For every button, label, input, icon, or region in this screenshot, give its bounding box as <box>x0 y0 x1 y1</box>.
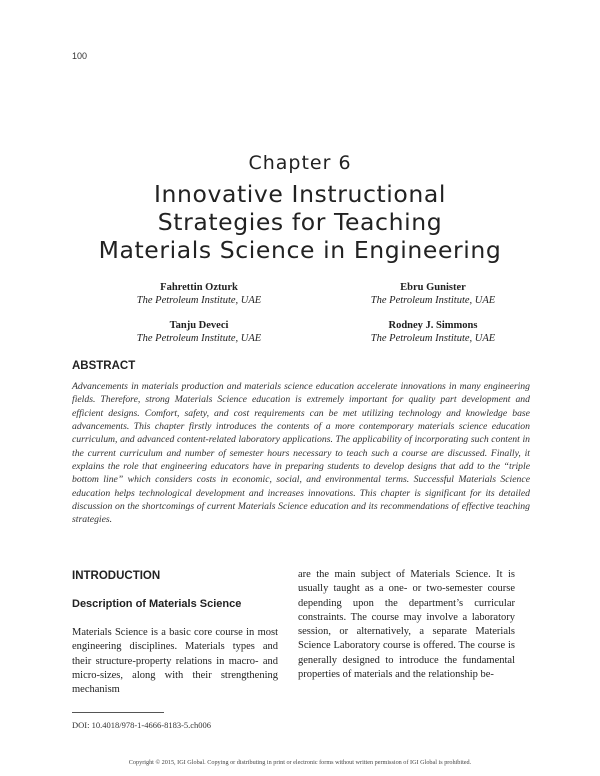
introduction-heading: INTRODUCTION <box>72 570 161 582</box>
footnote-divider <box>72 712 164 713</box>
author-affiliation: The Petroleum Institute, UAE <box>136 295 262 306</box>
chapter-title-line: Innovative Instructional <box>153 180 447 208</box>
page-number: 100 <box>72 51 88 61</box>
chapter-title-line: Materials Science in Engineering <box>98 236 502 264</box>
section-subheading: Description of Materials Science <box>72 598 242 610</box>
author-affiliation: The Petroleum Institute, UAE <box>136 333 262 344</box>
author-name: Fahrettin Ozturk <box>160 282 238 293</box>
copyright-notice: Copyright © 2015, IGI Global. Copying or distributing in print or electronic forms without written permission of IGI Global is prohibited. <box>128 759 472 766</box>
chapter-title-line: Strategies for Teaching <box>157 208 443 236</box>
abstract-heading: ABSTRACT <box>72 360 136 372</box>
author-block <box>323 319 543 345</box>
author-block <box>323 281 543 307</box>
chapter-title <box>40 180 560 264</box>
doi: DOI: 10.4018/978-1-4666-8183-5.ch006 <box>72 720 212 730</box>
author-name: Ebru Gunister <box>400 282 466 293</box>
chapter-label: Chapter 6 <box>248 152 352 174</box>
body-column-left: Materials Science is a basic core course in most engineering disciplines. Materials types and their structure-property relations in macro- and micro-sizes, along with their strengthening mechanism <box>72 627 278 696</box>
author-name: Tanju Deveci <box>169 320 229 331</box>
body-column-right: are the main subject of Materials Science. It is usually taught as a one- or two-semester course depending upon the department’s curricular constraints. The course may involve a laboratory session, or alternatively, a separate Materials Science Laboratory course is offered. The course is generally designed to introduce the fundamental properties of materials and the relationship be- <box>298 569 515 681</box>
author-block <box>89 281 309 307</box>
author-affiliation: The Petroleum Institute, UAE <box>370 333 496 344</box>
author-affiliation: The Petroleum Institute, UAE <box>370 295 496 306</box>
author-name: Rodney J. Simmons <box>388 320 478 331</box>
abstract-text: Advancements in materials production and materials science education accelerate innovations in many engineering fields. Therefore, strong Materials Science education is extremely important for quality part development and efficient designs. Comfort, safety, and cost requirements can be met utilizing technology and knowledge base advancements. This chapter firstly introduces the contents of a more contemporary materials science education curriculum, and advanced content-related laboratory applications. The applicability of incorporating such content in the current curriculum and number of semester hours necessary to teach such a course are discussed. Finally, it explains the role that engineering educators have in preparing students to develop designs that add to the “triple bottom line” which considers costs in economic, social, and environmental terms. Successful Materials Science education helps technological development and increases innovations. This chapter is significant for its detailed discussion on the shortcomings of current Materials Science education and its recommendations of effective teaching strategies. <box>72 381 530 526</box>
author-block <box>89 319 309 345</box>
